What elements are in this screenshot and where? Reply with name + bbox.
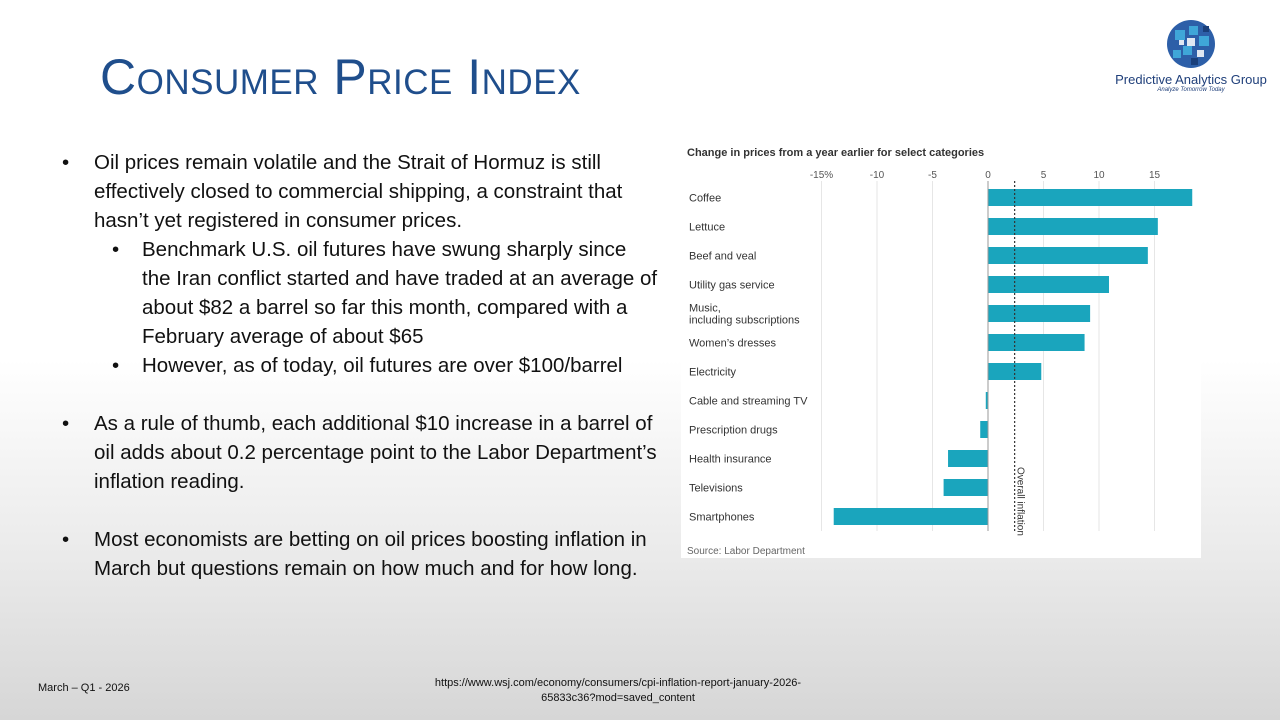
category-label: including subscriptions	[689, 314, 800, 327]
category-label: Beef and veal	[689, 250, 757, 263]
category-label: Cable and streaming TV	[689, 395, 808, 408]
bullet-oil-volatile: • Oil prices remain volatile and the Strait of Hormuz is still effectively closed to commercial shipping, a constraint that hasn’t yet registered in consumer prices.	[60, 148, 660, 235]
footer-source[interactable]	[398, 676, 838, 706]
footer-source-line-2[interactable]: 65833c36?mod=saved_content	[541, 692, 695, 704]
category-label: Women’s dresses	[689, 337, 777, 350]
category-label: Prescription drugs	[689, 424, 778, 437]
overall-inflation-label: Overall inflation	[1014, 467, 1026, 536]
data-bar	[988, 247, 1148, 264]
chart-svg	[681, 137, 1201, 558]
bullet-rule-of-thumb: • As a rule of thumb, each additional $10 increase in a barrel of oil adds about 0.2 percentage point to the Labor Department’s inflation reading.	[60, 409, 660, 496]
data-bar	[988, 189, 1192, 206]
category-label: Televisions	[689, 482, 743, 495]
category-label: Utility gas service	[689, 279, 775, 292]
sub-bullet-oil-futures: • Benchmark U.S. oil futures have swung sharply since the Iran conflict started and have traded at an average of about $82 a barrel so far this month, compared with a February average of about $65	[60, 235, 660, 351]
category-label: Health insurance	[689, 453, 772, 466]
x-tick-label: -10	[869, 170, 885, 181]
x-tick-label: 0	[985, 170, 991, 181]
data-bar	[834, 508, 988, 525]
data-bar	[988, 334, 1085, 351]
puzzle-logo-icon	[1161, 18, 1221, 70]
x-tick-label: 5	[1040, 170, 1047, 181]
data-bar	[948, 450, 988, 467]
x-tick-label: 15	[1148, 170, 1161, 181]
category-label: Coffee	[689, 192, 722, 205]
data-bar	[980, 421, 988, 438]
footer-source-line-1[interactable]: https://www.wsj.com/economy/consumers/cpi-inflation-report-january-2026-	[434, 677, 802, 689]
data-bar	[988, 276, 1109, 293]
slide-title: Consumer Price Index	[100, 49, 581, 105]
bullet-list	[60, 148, 660, 583]
category-label: Electricity	[689, 366, 737, 379]
x-tick-label: -5	[928, 170, 937, 181]
cpi-category-chart	[681, 137, 1201, 558]
logo-tagline: Analyze Tomorrow Today	[1157, 87, 1225, 93]
footer-date: March – Q1 - 2026	[38, 682, 130, 694]
logo-company-name: Predictive Analytics Group	[1115, 72, 1267, 87]
data-bar	[944, 479, 988, 496]
category-label: Music,	[689, 302, 721, 315]
sub-bullet-oil-today: • However, as of today, oil futures are over $100/barrel	[60, 351, 660, 380]
bullet-economists: • Most economists are betting on oil prices boosting inflation in March but questions remain on how much and for how long.	[60, 525, 660, 583]
company-logo	[1112, 18, 1270, 98]
category-label: Smartphones	[689, 511, 755, 524]
chart-source: Source: Labor Department	[687, 546, 805, 557]
data-bar	[988, 218, 1158, 235]
chart-title: Change in prices from a year earlier for select categories	[687, 147, 985, 159]
category-label: Lettuce	[689, 221, 726, 234]
data-bar	[988, 305, 1090, 322]
x-tick-label: 10	[1093, 170, 1105, 181]
x-tick-label: -15%	[809, 170, 834, 181]
